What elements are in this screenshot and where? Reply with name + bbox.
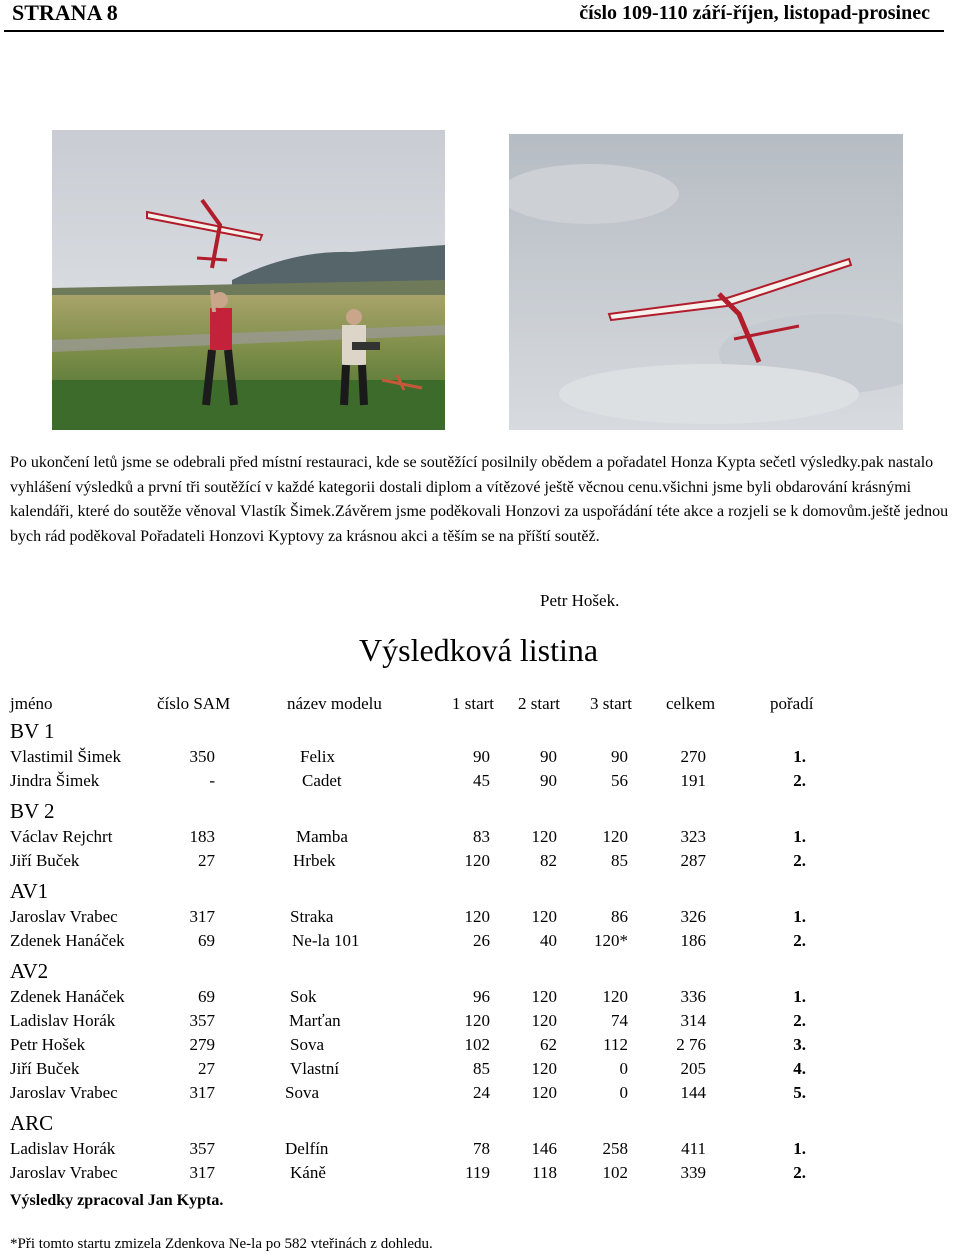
header-col-start1: 1 start bbox=[452, 694, 495, 713]
cell-total: 186 bbox=[680, 931, 706, 950]
cell-sam-number: 69 bbox=[198, 931, 215, 950]
cell-total: 314 bbox=[680, 1011, 706, 1030]
header-col-sam: číslo SAM bbox=[157, 694, 231, 713]
cell-model-name: Sova bbox=[290, 1035, 324, 1054]
cell-rank: 1. bbox=[793, 1139, 806, 1158]
cell-start-3: 120 bbox=[602, 827, 628, 846]
cell-start-3: 0 bbox=[619, 1059, 628, 1078]
cell-rank: 5. bbox=[793, 1083, 806, 1102]
cell-start-1: 90 bbox=[473, 747, 490, 766]
cell-rank: 2. bbox=[793, 931, 806, 950]
cell-start-2: 120 bbox=[531, 987, 557, 1006]
article-paragraph: Po ukončení letů jsme se odebrali před místní restauraci, kde se soutěžící posilnily obědem a pořadatel Honza Kypta sečetl výsledky.pak nastalo vyhlášení výsledků a první tři soutěžící v každé kategorii dostali diplom a vítězové ještě věcnou cenu.všichni jsme byli obdarování krásnými kalendáři, které do soutěže věnoval Vlastík Šimek.Závěrem jsme poděkovali Honzovi za uspořádání téte akce a rozjeli se k domovům.ještě jednou bych rád poděkoval Pořadateli Honzovi Kyptovy za krásnou akci a těším se na příští soutěž. bbox=[10, 454, 949, 545]
cell-start-1: 119 bbox=[465, 1163, 490, 1182]
cell-start-1: 78 bbox=[473, 1139, 490, 1158]
cell-model-name: Straka bbox=[290, 907, 334, 926]
cell-start-2: 62 bbox=[540, 1035, 557, 1054]
cell-sam-number: 69 bbox=[198, 987, 215, 1006]
cell-pilot-name: Petr Hošek bbox=[10, 1035, 86, 1054]
cell-sam-number: 317 bbox=[189, 907, 215, 926]
cell-sam-number: 27 bbox=[198, 1059, 215, 1078]
category-heading: ARC bbox=[10, 1111, 54, 1135]
cell-rank: 1. bbox=[793, 747, 806, 766]
cell-rank: 2. bbox=[793, 1011, 806, 1030]
cell-total: 270 bbox=[680, 747, 706, 766]
cell-start-3: 120 bbox=[602, 987, 628, 1006]
cell-start-1: 120 bbox=[464, 1011, 490, 1030]
cell-pilot-name: Jaroslav Vrabec bbox=[10, 907, 118, 926]
cell-start-1: 83 bbox=[473, 827, 490, 846]
cell-total: 411 bbox=[681, 1139, 706, 1158]
header-col-start2: 2 start bbox=[518, 694, 561, 713]
cell-start-2: 146 bbox=[531, 1139, 557, 1158]
category-heading: AV1 bbox=[10, 879, 49, 903]
cell-start-2: 120 bbox=[531, 907, 557, 926]
cell-sam-number: - bbox=[209, 771, 215, 790]
cell-pilot-name: Jindra Šimek bbox=[10, 771, 100, 790]
header-col-start3: 3 start bbox=[590, 694, 633, 713]
cell-start-1: 26 bbox=[473, 931, 490, 950]
issue-label: číslo 109-110 září-říjen, listopad-prosinec bbox=[579, 2, 930, 24]
cell-model-name: Káně bbox=[290, 1163, 326, 1182]
category-heading: BV 2 bbox=[10, 799, 55, 823]
footnote: *Při tomto startu zmizela Zdenkova Ne-la po 582 vteřinách z dohledu. bbox=[10, 1236, 433, 1252]
cell-sam-number: 350 bbox=[189, 747, 215, 766]
cell-pilot-name: Zdenek Hanáček bbox=[10, 931, 125, 950]
header-col-name: jméno bbox=[10, 694, 53, 713]
cell-model-name: Sova bbox=[285, 1083, 319, 1102]
cell-total: 144 bbox=[680, 1083, 706, 1102]
photo-field-launch bbox=[52, 130, 445, 430]
results-title: Výsledková listina bbox=[359, 632, 599, 668]
cell-start-3: 56 bbox=[611, 771, 628, 790]
cell-model-name: Delfín bbox=[285, 1139, 329, 1158]
header-divider bbox=[4, 30, 944, 32]
cell-model-name: Sok bbox=[290, 987, 317, 1006]
cell-start-2: 40 bbox=[540, 931, 557, 950]
author-signature: Petr Hošek. bbox=[540, 591, 620, 610]
cell-start-1: 120 bbox=[464, 851, 490, 870]
cell-sam-number: 357 bbox=[189, 1139, 215, 1158]
cell-total: 287 bbox=[680, 851, 706, 870]
cell-rank: 1. bbox=[793, 987, 806, 1006]
cell-rank: 2. bbox=[793, 851, 806, 870]
cell-pilot-name: Jaroslav Vrabec bbox=[10, 1083, 118, 1102]
cell-start-3: 74 bbox=[611, 1011, 628, 1030]
cell-start-2: 90 bbox=[540, 747, 557, 766]
cell-total: 336 bbox=[680, 987, 706, 1006]
cell-start-3: 120* bbox=[594, 931, 628, 950]
cell-total: 326 bbox=[680, 907, 706, 926]
cell-pilot-name: Jiří Buček bbox=[10, 1059, 80, 1078]
cell-sam-number: 317 bbox=[189, 1163, 215, 1182]
cell-start-3: 86 bbox=[611, 907, 628, 926]
cell-total: 191 bbox=[680, 771, 706, 790]
cell-pilot-name: Jaroslav Vrabec bbox=[10, 1163, 118, 1182]
header-col-total: celkem bbox=[666, 694, 716, 713]
cell-start-1: 102 bbox=[464, 1035, 490, 1054]
cell-rank: 3. bbox=[793, 1035, 806, 1054]
category-heading: AV2 bbox=[10, 959, 49, 983]
cell-start-1: 45 bbox=[473, 771, 490, 790]
cell-start-3: 102 bbox=[602, 1163, 628, 1182]
cell-model-name: Hrbek bbox=[293, 851, 336, 870]
cell-pilot-name: Vlastimil Šimek bbox=[10, 747, 121, 766]
cell-total: 323 bbox=[680, 827, 706, 846]
cell-start-2: 118 bbox=[532, 1163, 557, 1182]
cell-start-1: 24 bbox=[473, 1083, 490, 1102]
category-heading: BV 1 bbox=[10, 719, 55, 743]
cell-rank: 2. bbox=[793, 771, 806, 790]
cell-rank: 2. bbox=[793, 1163, 806, 1182]
cell-start-2: 120 bbox=[531, 1083, 557, 1102]
cell-model-name: Cadet bbox=[302, 771, 342, 790]
cell-start-1: 96 bbox=[473, 987, 490, 1006]
cell-sam-number: 357 bbox=[189, 1011, 215, 1030]
cell-model-name: Ne-la 101 bbox=[292, 931, 360, 950]
cell-start-3: 90 bbox=[611, 747, 628, 766]
cell-start-2: 120 bbox=[531, 1011, 557, 1030]
cell-sam-number: 27 bbox=[198, 851, 215, 870]
cell-model-name: Vlastní bbox=[290, 1059, 340, 1078]
cell-start-1: 85 bbox=[473, 1059, 490, 1078]
cell-start-2: 82 bbox=[540, 851, 557, 870]
page-number: STRANA 8 bbox=[12, 0, 118, 25]
cell-rank: 1. bbox=[793, 907, 806, 926]
cell-model-name: Mamba bbox=[296, 827, 348, 846]
cell-start-3: 112 bbox=[603, 1035, 628, 1054]
cell-total: 2 76 bbox=[676, 1035, 706, 1054]
cell-start-2: 120 bbox=[531, 827, 557, 846]
cell-pilot-name: Ladislav Horák bbox=[10, 1139, 116, 1158]
header-col-model: název modelu bbox=[287, 694, 382, 713]
cell-start-2: 120 bbox=[531, 1059, 557, 1078]
cell-sam-number: 183 bbox=[189, 827, 215, 846]
cell-sam-number: 317 bbox=[189, 1083, 215, 1102]
page-header bbox=[10, 0, 944, 28]
cell-pilot-name: Václav Rejchrt bbox=[10, 827, 113, 846]
header-col-rank: pořadí bbox=[770, 694, 814, 713]
cell-start-3: 85 bbox=[611, 851, 628, 870]
cell-pilot-name: Ladislav Horák bbox=[10, 1011, 116, 1030]
cell-rank: 4. bbox=[793, 1059, 806, 1078]
cell-total: 205 bbox=[680, 1059, 706, 1078]
cell-start-3: 0 bbox=[619, 1083, 628, 1102]
cell-start-1: 120 bbox=[464, 907, 490, 926]
cell-rank: 1. bbox=[793, 827, 806, 846]
cell-total: 339 bbox=[680, 1163, 706, 1182]
cell-model-name: Marťan bbox=[289, 1011, 341, 1030]
photo-glider-sky bbox=[509, 134, 903, 430]
cell-start-2: 90 bbox=[540, 771, 557, 790]
cell-model-name: Felix bbox=[300, 747, 335, 766]
processed-by-note: Výsledky zpracoval Jan Kypta. bbox=[10, 1192, 224, 1209]
cell-sam-number: 279 bbox=[189, 1035, 215, 1054]
cell-start-3: 258 bbox=[602, 1139, 628, 1158]
cell-pilot-name: Zdenek Hanáček bbox=[10, 987, 125, 1006]
cell-pilot-name: Jiří Buček bbox=[10, 851, 80, 870]
